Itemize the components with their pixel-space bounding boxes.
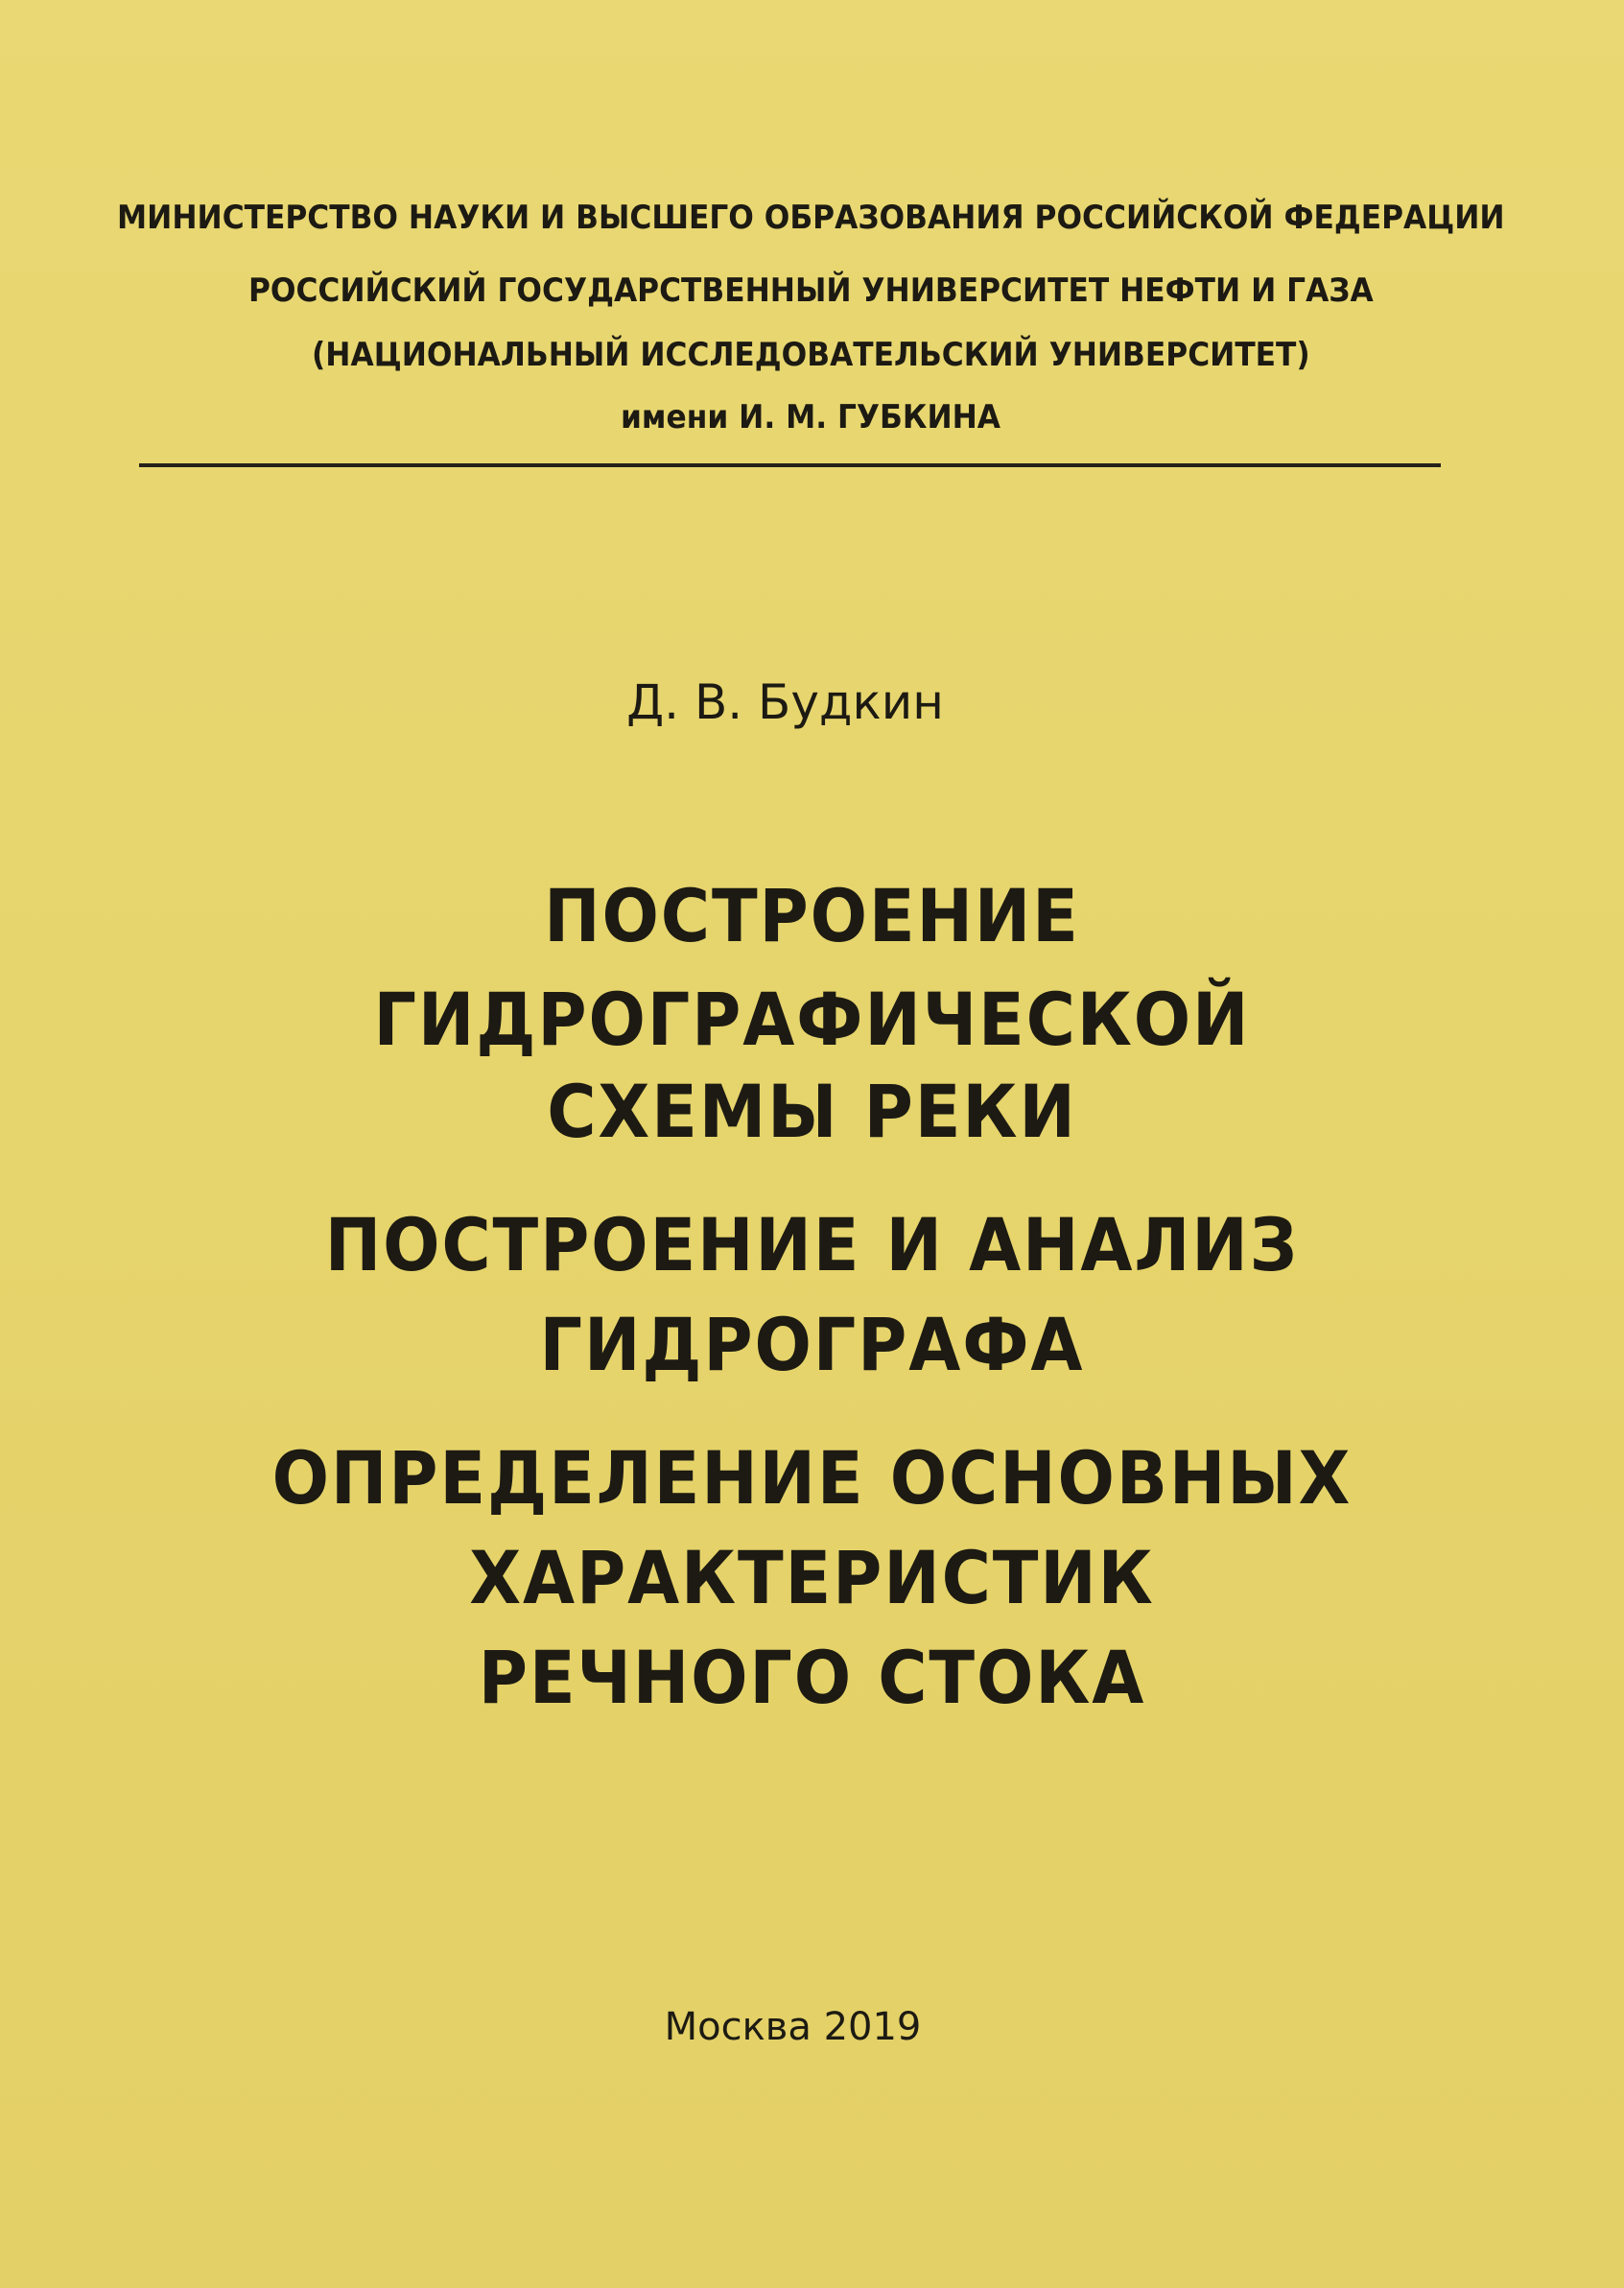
named-after-line: имени И. М. ГУБКИНА (621, 398, 1001, 436)
title-line: ГИДРОГРАФА (539, 1302, 1085, 1387)
title-line: СХЕМЫ РЕКИ (547, 1069, 1077, 1154)
university-status-line: (НАЦИОНАЛЬНЫЙ ИССЛЕДОВАТЕЛЬСКИЙ УНИВЕРСИТЕТ) (312, 336, 1310, 374)
title-line: ПОСТРОЕНИЕ И АНАЛИЗ (324, 1202, 1300, 1287)
header-divider (139, 463, 1441, 467)
ministry-line: МИНИСТЕРСТВО НАУКИ И ВЫСШЕГО ОБРАЗОВАНИЯ РОССИЙСКОЙ ФЕДЕРАЦИИ (117, 199, 1505, 237)
university-line: РОССИЙСКИЙ ГОСУДАРСТВЕННЫЙ УНИВЕРСИТЕТ НЕФТИ И ГАЗА (247, 271, 1374, 310)
publication-place-year: Москва 2019 (664, 2005, 922, 2049)
title-line: ОПРЕДЕЛЕНИЕ ОСНОВНЫХ (271, 1435, 1353, 1521)
author-name: Д. В. Будкин (626, 674, 944, 730)
title-line: РЕЧНОГО СТОКА (478, 1635, 1146, 1720)
title-line: ХАРАКТЕРИСТИК (469, 1535, 1155, 1620)
title-line: ПОСТРОЕНИЕ (544, 873, 1080, 958)
title-line: ГИДРОГРАФИЧЕСКОЙ (373, 977, 1251, 1062)
